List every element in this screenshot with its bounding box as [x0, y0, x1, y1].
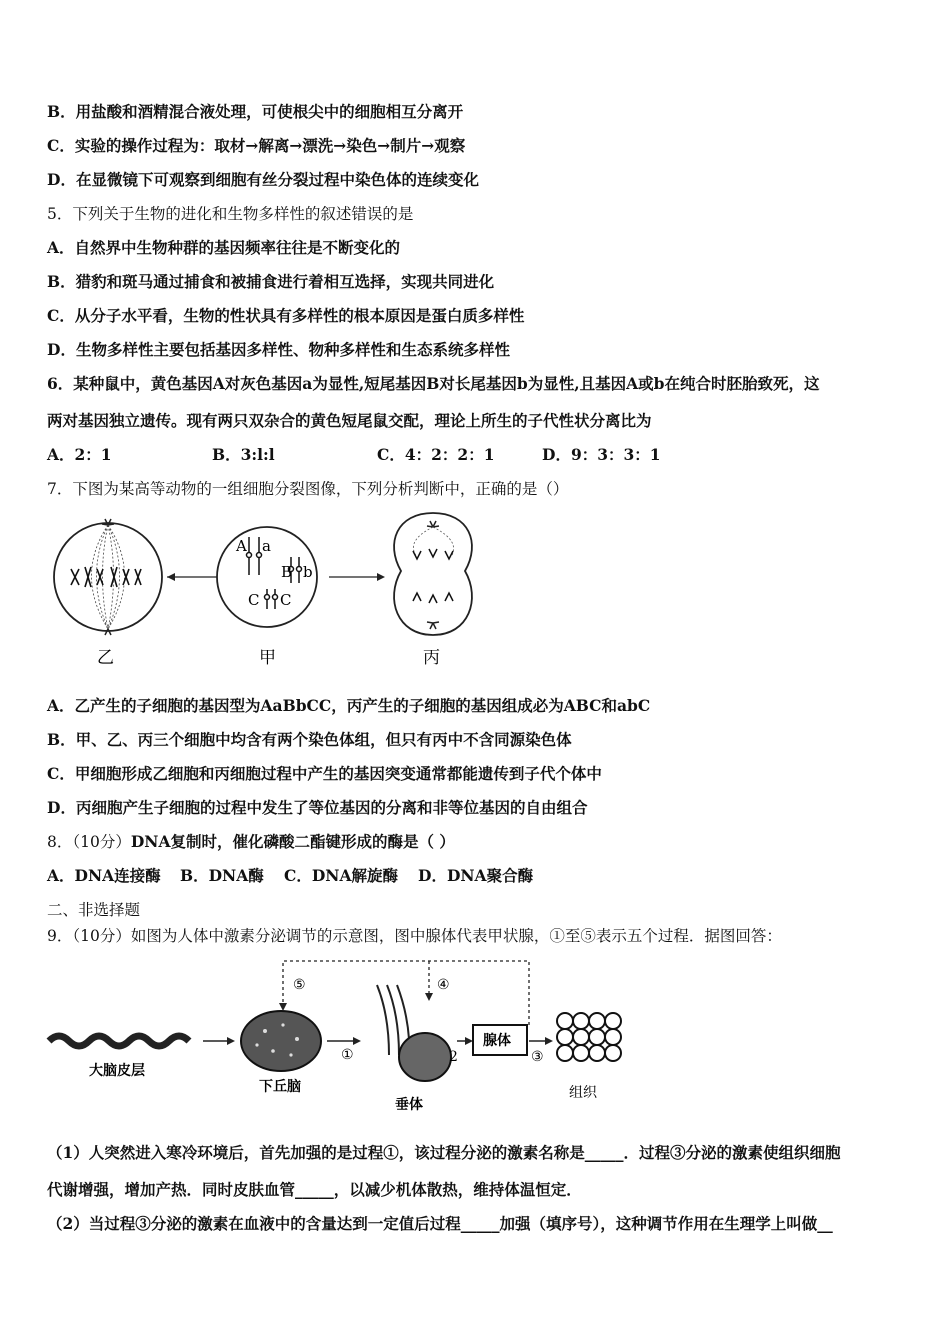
cell-yi [54, 519, 162, 635]
q8-option-c: C．DNA解旋酶 [284, 866, 398, 885]
hypothalamus-shape [241, 1011, 321, 1071]
q5-option-c: C．从分子水平看，生物的性状具有多样性的根本原因是蛋白质多样性 [47, 306, 525, 325]
q8-option-d: D．DNA聚合酶 [418, 866, 534, 885]
gene-label: b [303, 563, 313, 581]
tissue-label: 组织 [569, 1085, 597, 1101]
tissue-shape [557, 1013, 621, 1061]
q5-option-d: D．生物多样性主要包括基因多样性、物种多样性和生态系统多样性 [47, 340, 510, 359]
gene-label: B [281, 563, 293, 581]
q4-option-d: D．在显微镜下可观察到细胞有丝分裂过程中染色体的连续变化 [47, 170, 479, 189]
process-4-label: ④ [437, 977, 450, 993]
q6-option-b: B．3:l:l [212, 445, 275, 464]
gene-label: C [280, 591, 292, 609]
cell-label-yi: 乙 [97, 648, 114, 668]
q6-option-a: A．2：1 [47, 445, 112, 464]
hormone-regulation-figure [45, 955, 645, 1125]
q8-stem-line [47, 832, 455, 852]
cell-label-jia: 甲 [259, 648, 276, 668]
section-heading: 二、非选择题 [47, 901, 141, 919]
cortex-wave [49, 1036, 189, 1046]
q9-sub1-line2: 代谢增强，增加产热．同时皮肤血管_____，以减少机体散热，维持体温恒定． [47, 1180, 582, 1199]
process-1-label: ① [341, 1047, 354, 1063]
q6-option-d: D．9：3：3：1 [542, 445, 661, 464]
q9-sub2-line1: （2）当过程③分泌的激素在血液中的含量达到一定值后过程_____加强（填序号），这种调节作用在生理学上叫做__ [47, 1214, 833, 1233]
q8-option-a: A．DNA连接酶 [47, 866, 161, 885]
arrow-jia-to-yi [167, 573, 217, 581]
q5-stem: 5．下列关于生物的进化和生物多样性的叙述错误的是 [47, 205, 414, 223]
process-2-label: 2 [449, 1049, 458, 1065]
q7-option-b: B．甲、乙、丙三个细胞中均含有两个染色体组，但只有丙中不含同源染色体 [47, 730, 572, 749]
q7-stem: 7．下图为某高等动物的一组细胞分裂图像，下列分析判断中，正确的是（） [47, 480, 569, 498]
cell-label-bing: 丙 [423, 648, 440, 668]
q9-sub1-line1: （1）人突然进入寒冷环境后，首先加强的是过程①，该过程分泌的激素名称是_____．过程③分泌的激素使组织细胞 [47, 1143, 841, 1162]
process-3-label: ③ [531, 1049, 544, 1065]
process-5-label: ⑤ [293, 977, 306, 993]
q9-stem: 9．（10分）如图为人体中激素分泌调节的示意图，图中腺体代表甲状腺，①至⑤表示五个过程．据图回答： [47, 927, 782, 945]
q7-option-d: D．丙细胞产生子细胞的过程中发生了等位基因的分离和非等位基因的自由组合 [47, 798, 588, 817]
q5-option-b: B．猎豹和斑马通过捕食和被捕食进行着相互选择，实现共同进化 [47, 272, 495, 291]
q4-option-c: C．实验的操作过程为：取材→解离→漂洗→染色→制片→观察 [47, 136, 466, 155]
q7-option-a: A．乙产生的子细胞的基因型为AaBbCC，丙产生的子细胞的基因组成必为ABC和abC [47, 696, 651, 715]
q8-option-b: B．DNA酶 [180, 866, 264, 885]
cell-division-figure [45, 505, 505, 675]
cell-jia [217, 527, 317, 627]
q7-option-c: C．甲细胞形成乙细胞和丙细胞过程中产生的基因突变通常都能遗传到子代个体中 [47, 764, 602, 783]
cortex-label: 大脑皮层 [89, 1063, 145, 1079]
cell-bing [394, 513, 472, 635]
arrow-jia-to-bing [329, 573, 385, 581]
gene-label: A [236, 537, 247, 555]
hypothalamus-label: 下丘脑 [259, 1079, 301, 1095]
q8-stem: DNA复制时，催化磷酸二酯键形成的酶是（ ） [130, 832, 455, 851]
q6-option-c: C．4：2：2：1 [377, 445, 495, 464]
gland-label: 腺体 [483, 1033, 511, 1049]
q8-number: 8．（10分） [47, 833, 131, 851]
pituitary-shape [377, 985, 451, 1081]
q5-option-a: A．自然界中生物种群的基因频率往往是不断变化的 [47, 238, 401, 257]
pituitary-label: 垂体 [395, 1097, 423, 1113]
q6-stem-line2: 两对基因独立遗传。现有两只双杂合的黄色短尾鼠交配，理论上所生的子代性状分离比为 [47, 411, 652, 430]
q6-stem-line1: 6．某种鼠中，黄色基因A对灰色基因a为显性,短尾基因B对长尾基因b为显性,且基因A或b在纯合时胚胎致死，这 [47, 374, 820, 393]
q4-option-b: B．用盐酸和酒精混合液处理，可使根尖中的细胞相互分离开 [47, 102, 464, 121]
gene-label: C [248, 591, 260, 609]
gene-label: a [262, 537, 271, 555]
